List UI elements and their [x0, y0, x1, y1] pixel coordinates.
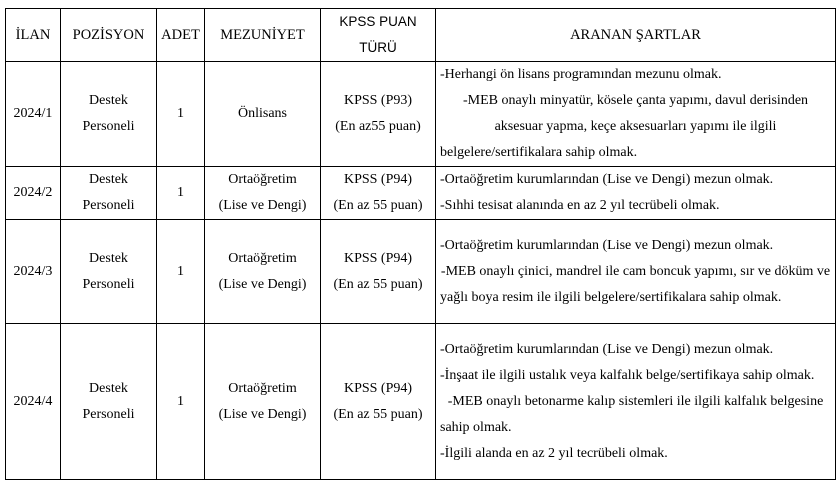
header-pozisyon: POZİSYON	[61, 9, 157, 62]
header-row	[6, 9, 836, 62]
pozisyon-line: Personeli	[82, 276, 135, 292]
kpss-cell	[321, 167, 436, 220]
sart-item: -MEB onaylı betonarme kalıp sistemleri ile ilgili kalfalık belgesine sahip olmak.	[440, 393, 824, 435]
sart-item: -Sıhhi tesisat alanında en az 2 yıl tecrübeli olmak.	[440, 198, 720, 213]
mezuniyet-cell	[205, 62, 321, 167]
kpss-cell	[321, 220, 436, 324]
header-kpss	[321, 9, 436, 62]
sart-item: -İlgili alanda en az 2 yıl tecrübeli olmak.	[440, 445, 668, 461]
ilan-cell: 2024/3	[6, 220, 61, 324]
mezuniyet-line: (Lise ve Dengi)	[218, 276, 307, 292]
header-ilan: İLAN	[6, 9, 61, 62]
ilan-cell: 2024/2	[6, 167, 61, 220]
pozisyon-cell	[61, 324, 157, 480]
kpss-line: (En az 55 puan)	[333, 406, 423, 422]
ilan-cell: 2024/4	[6, 324, 61, 480]
table-row	[6, 167, 836, 220]
mezuniyet-line: Önlisans	[238, 106, 287, 121]
sart-item: -MEB onaylı çinici, mandrel ile cam boncuk yapımı, sır ve döküm ve yağlı boya resim ile ilgili belgelere/sertifikalara sahip olmak.	[440, 263, 831, 305]
sartlar-cell	[436, 62, 836, 167]
pozisyon-cell	[61, 167, 157, 220]
sart-item: -İnşaat ile ilgili ustalık veya kalfalık belge/sertifikaya sahip olmak.	[440, 367, 815, 383]
sartlar-cell	[436, 167, 836, 220]
adet-cell: 1	[157, 62, 205, 167]
kpss-line: KPSS (P93)	[343, 93, 413, 108]
kpss-line: (En az55 puan)	[335, 119, 421, 134]
header-kpss-line1: KPSS PUAN	[339, 14, 417, 29]
job-listings-table	[5, 8, 836, 480]
mezuniyet-line: Ortaöğretim	[228, 172, 297, 187]
pozisyon-line: Destek	[89, 172, 128, 187]
sart-item: -Herhangi ön lisans programından mezunu olmak.	[440, 67, 722, 82]
mezuniyet-line: Ortaöğretim	[228, 250, 297, 266]
sartlar-cell	[436, 220, 836, 324]
kpss-line: KPSS (P94)	[343, 380, 413, 396]
pozisyon-line: Destek	[89, 250, 128, 266]
kpss-cell	[321, 324, 436, 480]
adet-cell: 1	[157, 167, 205, 220]
pozisyon-line: Destek	[89, 380, 128, 396]
sart-item: -MEB onaylı minyatür, kösele çanta yapımı, davul derisinden aksesuar yapma, keçe aksesuarları yapımı ile ilgili belgelere/sertifikalara sahip olmak.	[440, 93, 809, 160]
pozisyon-line: Destek	[89, 93, 128, 108]
sart-item: -Ortaöğretim kurumlarından (Lise ve Dengi) mezun olmak.	[440, 341, 774, 357]
header-sartlar: ARANAN ŞARTLAR	[436, 9, 836, 62]
sart-item: -Ortaöğretim kurumlarından (Lise ve Dengi) mezun olmak.	[440, 172, 774, 187]
kpss-cell	[321, 62, 436, 167]
pozisyon-cell	[61, 220, 157, 324]
mezuniyet-line: (Lise ve Dengi)	[218, 198, 307, 213]
mezuniyet-cell	[205, 220, 321, 324]
mezuniyet-line: (Lise ve Dengi)	[218, 406, 307, 422]
kpss-line: KPSS (P94)	[343, 250, 413, 266]
table-row	[6, 62, 836, 167]
pozisyon-line: Personeli	[82, 198, 135, 213]
header-mezuniyet: MEZUNİYET	[205, 9, 321, 62]
sartlar-cell	[436, 324, 836, 480]
table-row	[6, 220, 836, 324]
header-kpss-line2: TÜRÜ	[359, 40, 397, 55]
mezuniyet-line: Ortaöğretim	[228, 380, 297, 396]
table-body	[6, 62, 836, 480]
kpss-line: (En az 55 puan)	[333, 198, 423, 213]
adet-cell: 1	[157, 220, 205, 324]
kpss-line: (En az 55 puan)	[333, 276, 423, 292]
pozisyon-line: Personeli	[82, 406, 135, 422]
pozisyon-cell	[61, 62, 157, 167]
mezuniyet-cell	[205, 324, 321, 480]
table-row	[6, 324, 836, 480]
ilan-cell: 2024/1	[6, 62, 61, 167]
header-adet: ADET	[157, 9, 205, 62]
pozisyon-line: Personeli	[82, 119, 135, 134]
kpss-line: KPSS (P94)	[343, 172, 413, 187]
mezuniyet-cell	[205, 167, 321, 220]
adet-cell: 1	[157, 324, 205, 480]
sart-item: -Ortaöğretim kurumlarından (Lise ve Dengi) mezun olmak.	[440, 237, 774, 253]
